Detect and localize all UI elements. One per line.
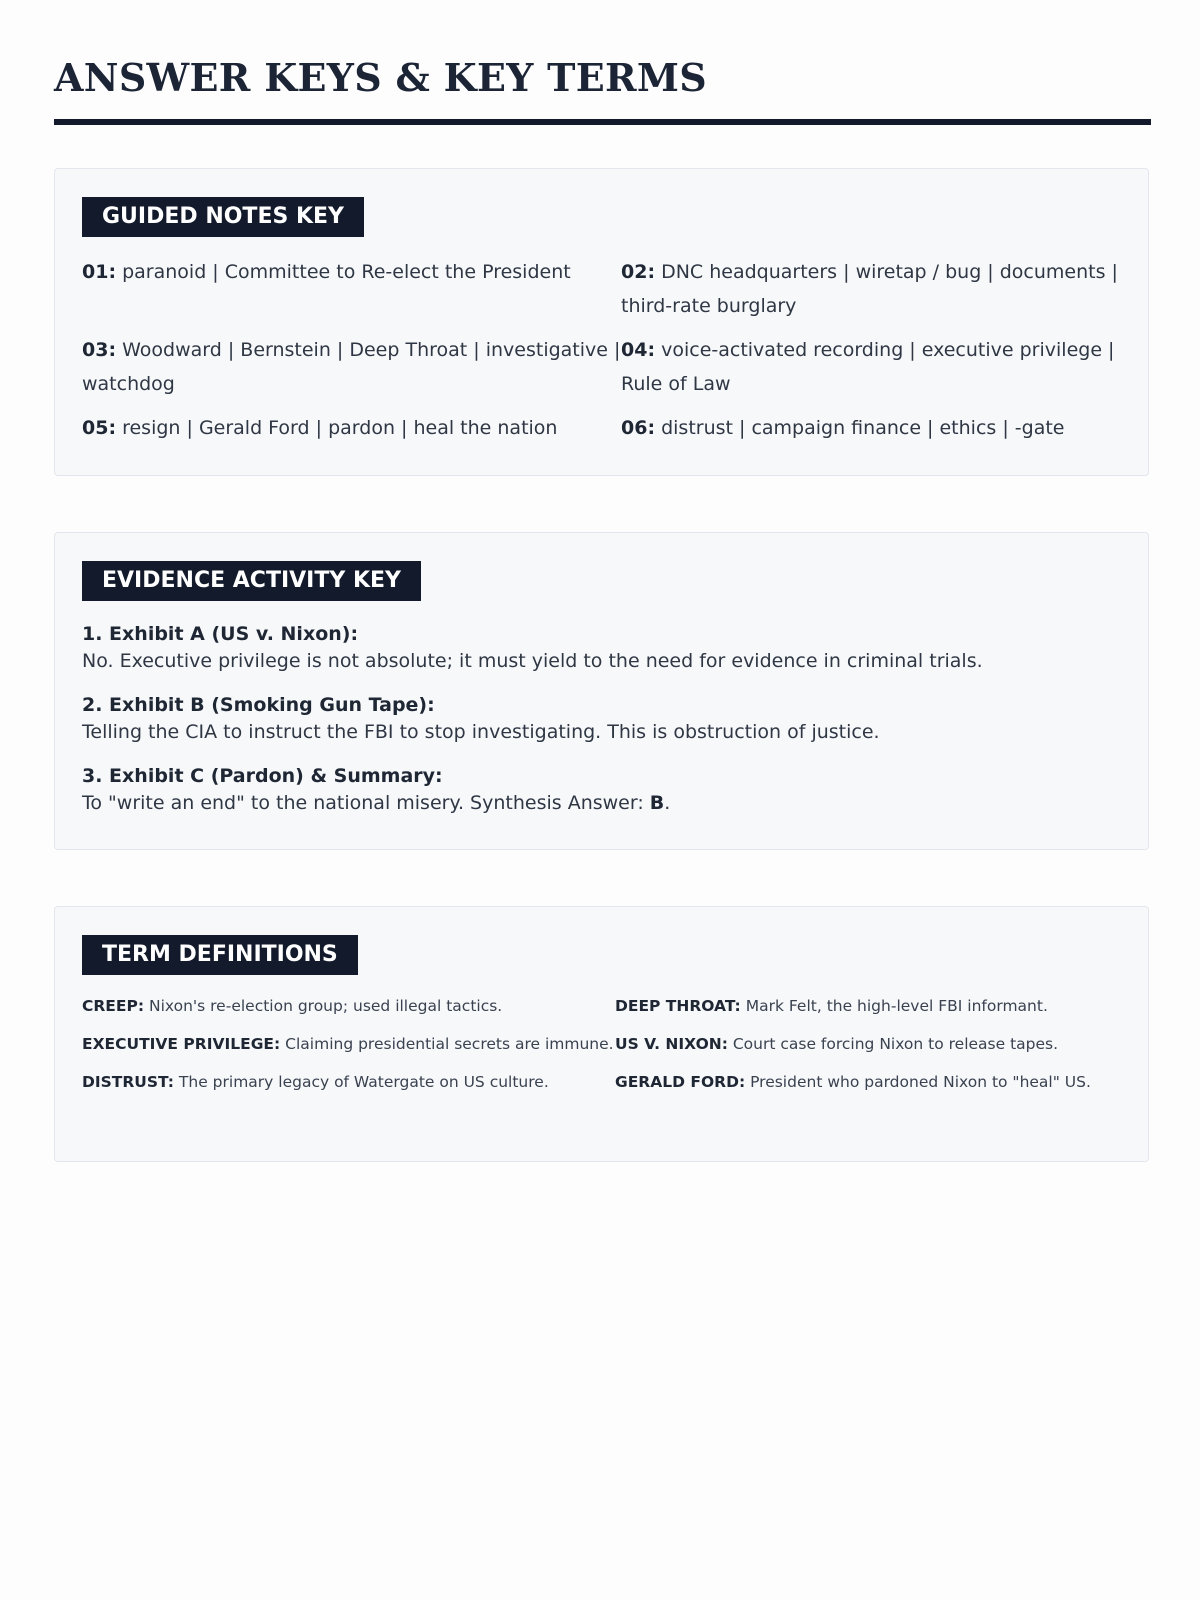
- term-item: [615, 1071, 1115, 1093]
- guided-note-number: 02:: [621, 261, 656, 283]
- evidence-card: [54, 532, 1149, 850]
- evidence-item-heading: 2. Exhibit B (Smoking Gun Tape):: [82, 694, 435, 716]
- terms-card: [54, 906, 1149, 1162]
- guided-note-item: [82, 333, 621, 401]
- guided-note-text: paranoid | Committee to Re-elect the President: [122, 261, 571, 283]
- guided-notes-grid: [82, 255, 1121, 445]
- term-item: [615, 1033, 1115, 1055]
- title-divider: [54, 119, 1151, 125]
- term-name: EXECUTIVE PRIVILEGE:: [82, 1035, 281, 1053]
- guided-note-number: 05:: [82, 417, 117, 439]
- page-title: ANSWER KEYS & KEY TERMS: [54, 55, 708, 100]
- term-definition: Mark Felt, the high-level FBI informant.: [745, 997, 1048, 1015]
- guided-note-text: distrust | campaign finance | ethics | -gate: [661, 417, 1065, 439]
- term-item: [615, 995, 1115, 1017]
- term-name: GERALD FORD:: [615, 1073, 746, 1091]
- guided-note-number: 04:: [621, 339, 656, 361]
- guided-note-number: 03:: [82, 339, 117, 361]
- evidence-item: [82, 763, 1121, 817]
- evidence-item-text: No. Executive privilege is not absolute; it must yield to the need for evidence in criminal trials.: [82, 650, 983, 672]
- terms-heading: TERM DEFINITIONS: [82, 935, 358, 975]
- guided-note-text: DNC headquarters | wiretap / bug | documents | third-rate burglary: [621, 261, 1118, 317]
- guided-note-text: resign | Gerald Ford | pardon | heal the nation: [122, 417, 558, 439]
- guided-note-item: [621, 255, 1121, 323]
- term-definition: Court case forcing Nixon to release tapes.: [732, 1035, 1059, 1053]
- term-definition: Claiming presidential secrets are immune.: [285, 1035, 614, 1053]
- evidence-item-heading: 3. Exhibit C (Pardon) & Summary:: [82, 765, 443, 787]
- guided-note-text: Woodward | Bernstein | Deep Throat | investigative | watchdog: [82, 339, 621, 395]
- term-name: US V. NIXON:: [615, 1035, 728, 1053]
- term-definition: Nixon's re-election group; used illegal tactics.: [148, 997, 503, 1015]
- guided-note-number: 01:: [82, 261, 117, 283]
- evidence-item-text: Telling the CIA to instruct the FBI to stop investigating. This is obstruction of justice.: [82, 721, 880, 743]
- evidence-summary-end: .: [664, 792, 671, 814]
- evidence-item: [82, 621, 1121, 675]
- guided-note-item: [621, 333, 1121, 401]
- evidence-summary-text: To "write an end" to the national misery. Synthesis Answer:: [82, 792, 650, 814]
- guided-note-item: [621, 411, 1121, 445]
- evidence-heading: EVIDENCE ACTIVITY KEY: [82, 561, 421, 601]
- term-name: CREEP:: [82, 997, 145, 1015]
- evidence-item-heading: 1. Exhibit A (US v. Nixon):: [82, 623, 359, 645]
- term-name: DEEP THROAT:: [615, 997, 741, 1015]
- guided-notes-heading: GUIDED NOTES KEY: [82, 197, 364, 237]
- guided-note-item: [82, 411, 621, 445]
- terms-grid: [82, 995, 1121, 1093]
- term-name: DISTRUST:: [82, 1073, 174, 1091]
- term-definition: President who pardoned Nixon to "heal" US.: [750, 1073, 1091, 1091]
- evidence-item-text: [82, 790, 1121, 817]
- term-item: [82, 1071, 615, 1093]
- guided-notes-card: [54, 168, 1149, 476]
- guided-note-text: voice-activated recording | executive privilege | Rule of Law: [621, 339, 1115, 395]
- term-definition: The primary legacy of Watergate on US culture.: [178, 1073, 549, 1091]
- term-item: [82, 1033, 615, 1055]
- term-item: [82, 995, 615, 1017]
- guided-note-item: [82, 255, 621, 323]
- synthesis-answer: B: [649, 792, 665, 814]
- evidence-list: [82, 621, 1121, 817]
- evidence-item: [82, 692, 1121, 746]
- guided-note-number: 06:: [621, 417, 656, 439]
